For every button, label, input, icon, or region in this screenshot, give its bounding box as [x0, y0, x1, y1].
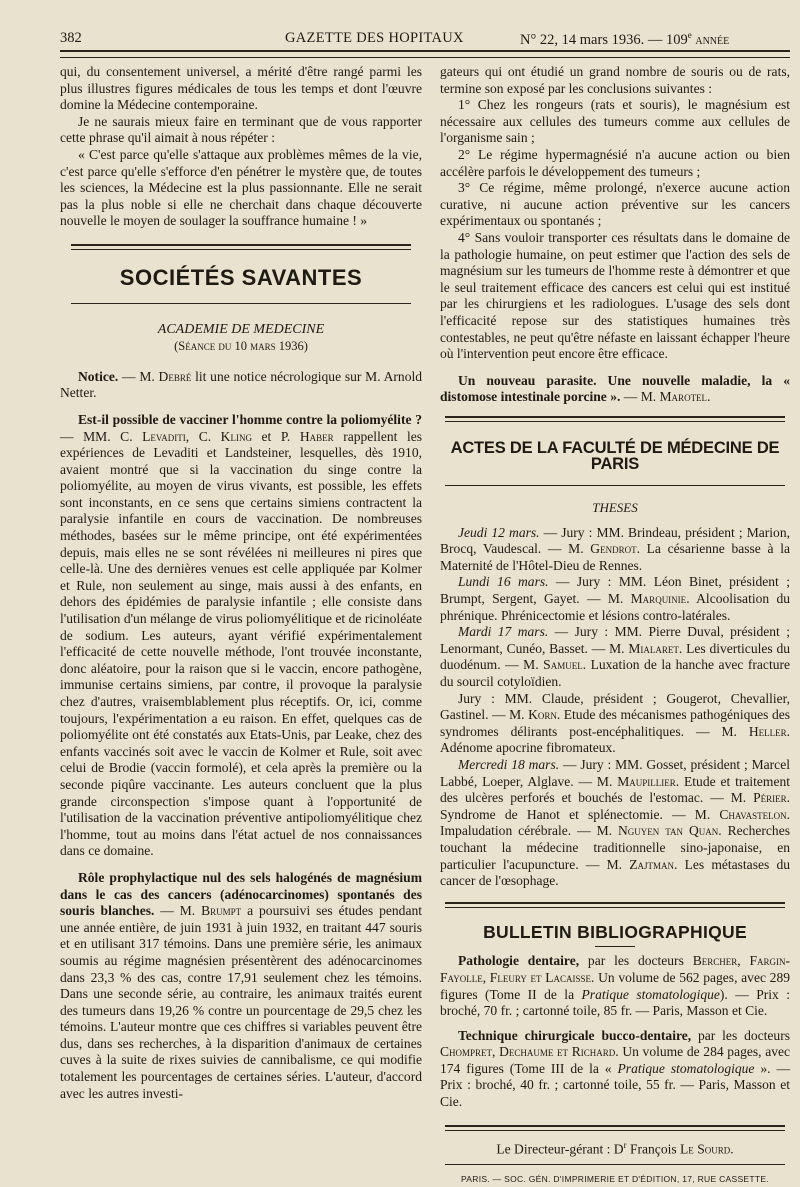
page-number: 382 [60, 30, 82, 46]
section-divider-thin [445, 485, 785, 486]
intro-quote: « C'est parce qu'elle s'attaque aux problèmes mêmes de la vie, c'est parce qu'elle s'efforce d'en pénétrer le mystère que, de toutes les sciences, la Médecine est la plus passionnante. Elle ne serait pas la plus noble si elle ne cherchait dans chaque découverte nouvelle le moyen de soulager la souffrance humaine ! » [60, 146, 422, 229]
right-column [440, 64, 790, 1187]
directeur-gerant: Le Directeur-gérant : $D^r$ François Le Sourd. [496, 1139, 734, 1157]
issue-info: N° 22, 14 mars 1936. — 109e ANNÉE [520, 30, 730, 48]
imprint-line: PARIS. — SOC. GÉN. D'IMPRIMERIE ET D'ÉDITION, 17, RUE CASSETTE. [460, 1173, 770, 1184]
thesis-entry-1: Jeudi 12 mars. — Jury : MM. Brindeau, président ; Marion, Brocq, Vaudescal. — M. Gendrot. La césarienne basse à la Maternité de l'Hôtel-Dieu de Rennes. [440, 524, 790, 573]
theses-title: THESES [592, 500, 638, 516]
thesis-entry-2: Lundi 16 mars. — Jury : MM. Léon Binet, président ; Brumpt, Sergent, Gayet. — M. Marquinie. Alcoolisation du phrénique. Phrénicectomie et lésions contro-latérales. [440, 574, 791, 623]
conclusion-2: 2° Le régime hypermagnésié n'a aucune action ou bien accélère parfois le développement des tumeurs ; [440, 146, 790, 179]
conclusion-1: 1° Chez les rongeurs (rats et souris), le magnésium est nécessaire aux cellules des tumeurs comme aux cellules de l'organisme sain ; [440, 97, 790, 146]
seance-date: (Séance du 10 mars 1936) [174, 339, 308, 354]
section-divider [445, 1125, 785, 1131]
societes-savantes-title: SOCIÉTÉS SAVANTES [119, 264, 363, 290]
header-rule [60, 50, 790, 58]
conclusion-4: 4° Sans vouloir transporter ces résultats dans le domaine de la pathologie humaine, on peut estimer que l'action des sels de magnésium sur les tumeurs de l'homme reste à démontrer et que le seul traitement efficace des cancers est celui qui est institué par les chirurgiens et les radiologues. L'usage des sels dont l'efficacité repose sur des statistiques humaines très contestables, ne peut qu'être néfaste en laissant échapper l'heure où l'intervention peut encore être efficace. [440, 229, 790, 362]
conclusion-3: 3° Ce régime, même prolongé, n'exerce aucune action curative, ni aucune action préventive sur les cancers expérimentaux ou spontanés ; [440, 180, 790, 229]
thesis-entry-5: Mercredi 18 mars. — Jury : MM. Gosset, président ; Marcel Labbé, Loeper, Alglave. — M. Maupillier. Etude et traitement des ulcères perforés et bouchés de l'estomac. — M. Périer. Syndrome de Hanot et splénectomie. — M. Chavastelon. Impaludation cérébrale. — M. Nguyen tan Quan. Recherches touchant la médecine traditionnelle sino-japonaise, en particulier l'acupuncture. — M. Zajtman. Les métastases du cancer de l'œsophage. [440, 756, 791, 889]
section-divider-thin [71, 303, 411, 304]
academie-title: ACADEMIE DE MEDECINE [157, 321, 325, 337]
section-divider [445, 416, 785, 422]
section-divider [71, 244, 411, 250]
polio-paragraph: Est-il possible de vacciner l'homme contre la poliomyélite ? — MM. C. Levaditi, C. Kling et P. Haber rappellent les expériences de Levaditi et Landsteiner, lesquelles, dès 1910, avaient montré que si la vaccination du singe contre la poliomyélite, au moyen de virus vivants, est possible, les effets sont inconstants, en ce sens que certains simiens contractent la paralysie infantile en cours de vaccination. De nombreuses méthodes, basées sur le même principe, ont été expérimentées depuis, mais elles ne se sont révélées ni meilleures ni pires que celle-là. Une des dernières venues est celle appliquée par Kolmer et Rule, non seulement au singe, mais aussi à des enfants, en dehors des épidémies de paralysie infantile ; elle consiste dans l'utilisation d'un mélange de virus poliomyélitique et de ricinoléate de sodium. Les auteurs, ayant vérifié expérimentalement l'efficacité de cette nouvelle méthode, l'ont trouvée inconstante, donc aléatoire, pour la raison que si le vaccin, encore pathogène, immunise certains simiens, par contre, il provoque la paralysie chez d'autres, vraisemblablement plus réceptifs. Or, ici, comme toujours, l'expérimentation a eu raison. En effet, quelques cas de poliomyélite ont été constatés aux Etats-Unis, par Leake, chez des enfants vaccinés soit avec le vaccin de Kolmer et Rule, soit avec celui de Brodie (vaccin formolé), et cela après la première ou la seconde piqûre vaccinante. Les auteurs concluent que la plus grande circonspection s'impose quant à l'opportunité de l'utilisation de la vaccination préventive antipoliomyélitique chez l'homme, tout au moins dans l'état actuel de nos connaissances dans ce domaine. [60, 411, 422, 859]
magnesium-paragraph: Rôle prophylactique nul des sels halogénés de magnésium dans le cas des cancers (adénocarcinomes) spontanés des souris blanches. — M. Brumpt a poursuivi ses études pendant une année entière, de juin 1931 à juin 1932, en traitant 447 souris et en utilisant 317 témoins. Dans une première série, les animaux soumis au régime magnésien présentèrent des adénocarcinomes dans 23,3 % des cas, contre 17,91 seulement chez les témoins. Dans une seconde série, au contraire, les animaux traités eurent des tumeurs dans 19,26 % contre un pourcentage de 29,5 chez les témoins. L'auteur montre que ces chiffres si variables peuvent être dus, dans ses recherches, à la disparition d'animaux de certaines cuves à la suite de rixes suivies de cannibalisme, ce qui modifie totalement les pourcentages de certaines séries. L'auteur, d'accord avec les autres investi- [60, 869, 423, 1101]
page-header [60, 30, 790, 52]
journal-title: GAZETTE DES HOPITAUX [285, 30, 464, 46]
bulletin-title: BULLETIN BIBLIOGRAPHIQUE [483, 921, 747, 942]
magnesium-continued: gateurs qui ont étudié un grand nombre de souris ou de rats, termine son exposé par les conclusions suivantes : [440, 64, 790, 96]
bibliography-entry-2: Technique chirurgicale bucco-dentaire, par les docteurs Chompret, Dechaume et Richard. Un volume de 284 pages, avec 174 figures (Tome III de la « Pratique stomatologique ». — Prix : broché, 40 fr. ; cartonné toile, 55 fr. — Paris, Masson et Cie. [440, 1027, 791, 1110]
actes-faculte-title: ACTES DE LA FACULTÉ DE MÉDECINE DE PARIS [450, 438, 780, 474]
imprint-rule [445, 1164, 785, 1165]
section-divider [445, 902, 785, 908]
bibliography-entry-1: Pathologie dentaire, par les docteurs Bercher, Fargin-Fayolle, Fleury et Lacaisse. Un volume de 562 pages, avec 289 figures (Tome II de la Pratique stomatologique). — Prix : broché, 70 fr. ; cartonné toile, 85 fr. — Paris, Masson et Cie. [440, 953, 790, 1019]
thesis-entry-4: Jury : MM. Claude, président ; Gougerot, Chevallier, Gastinel. — M. Korn. Etude des mécanismes pathogéniques des syndromes délirants post-encéphalitiques. — M. Heller. Adénome apocrine fibromateux. [440, 690, 790, 756]
notice-paragraph: Notice. — M. Debré lit une notice nécrologique sur M. Arnold Netter. [60, 368, 423, 401]
intro-paragraph-1: qui, du consentement universel, a mérité d'être rangé parmi les plus illustres figures médicales de tous les temps et dont l'œuvre domine la Médecine contemporaine. [60, 64, 422, 113]
intro-paragraph-2: Je ne saurais mieux faire en terminant que de vous rapporter cette phrase qu'il aimait à nous répéter : [60, 113, 422, 146]
left-column [60, 64, 422, 1102]
bulletin-rule [595, 946, 635, 947]
thesis-entry-3: Mardi 17 mars. — Jury : MM. Pierre Duval, président ; Lenormant, Cunéo, Basset. — M. Mialaret. Les diverticules du duodénum. — M. Samuel. Luxation de la hanche avec fracture du sourcil cotyloïdien. [440, 624, 790, 689]
parasite-paragraph: Un nouveau parasite. Une nouvelle maladie, la « distomose intestinale porcine ». — M. Marotel. [440, 372, 790, 405]
